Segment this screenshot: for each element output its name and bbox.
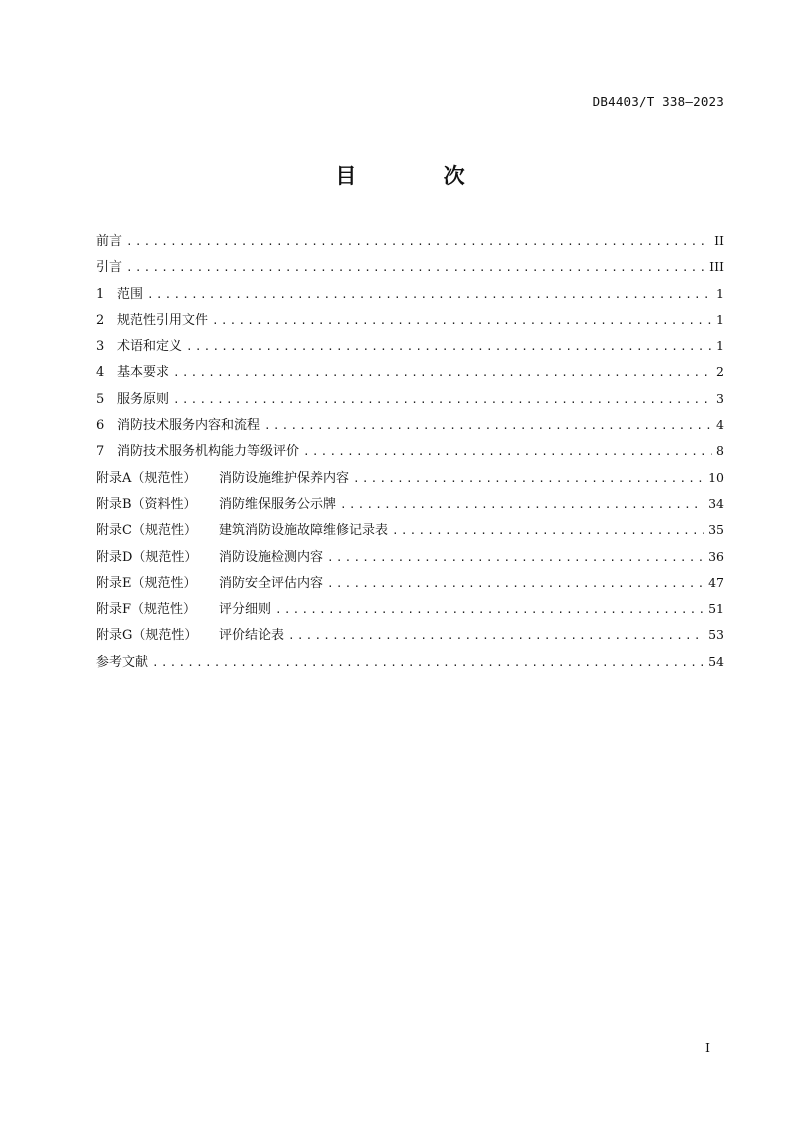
document-code: DB4403/T 338—2023 xyxy=(592,94,724,109)
toc-entry-introduction[interactable] xyxy=(96,256,724,282)
toc-leader-dots xyxy=(327,551,704,564)
toc-entry-label: 建筑消防设施故障维修记录表 xyxy=(219,523,389,539)
toc-leader-dots xyxy=(152,656,704,669)
toc-entry-page: 8 xyxy=(716,443,724,459)
toc-leader-dots xyxy=(173,366,712,379)
toc-entry-label: 消防维保服务公示牌 xyxy=(219,496,337,512)
toc-appendix-code: 附录C（规范性） xyxy=(96,523,197,539)
toc-entry-label: 消防安全评估内容 xyxy=(219,575,324,591)
toc-entry-number: 3 xyxy=(96,339,105,355)
toc-entry-number: 2 xyxy=(96,312,105,328)
toc-entry-page: 36 xyxy=(708,548,724,564)
toc-leader-dots xyxy=(212,314,712,327)
toc-leader-dots xyxy=(173,393,712,406)
toc-entry-basic-requirements[interactable] xyxy=(96,361,724,387)
toc-leader-dots xyxy=(275,603,704,616)
toc-entry-label: 评价结论表 xyxy=(219,628,285,644)
toc-entry-label: 评分细则 xyxy=(219,602,272,618)
toc-entry-page: 10 xyxy=(708,469,724,485)
toc-entry-appendix-f[interactable] xyxy=(96,598,724,624)
toc-entry-label: 消防设施维护保养内容 xyxy=(219,470,350,486)
toc-appendix-code: 附录E（规范性） xyxy=(96,575,197,591)
toc-entry-appendix-d[interactable] xyxy=(96,546,724,572)
toc-entry-normative-references[interactable] xyxy=(96,309,724,335)
toc-leader-dots xyxy=(264,419,712,432)
toc-leader-dots xyxy=(147,288,712,301)
toc-leader-dots xyxy=(186,340,712,353)
toc-leader-dots xyxy=(126,261,705,274)
toc-entry-page: 53 xyxy=(708,627,724,643)
toc-entry-page: III xyxy=(709,259,724,275)
table-of-contents xyxy=(96,230,724,677)
toc-leader-dots xyxy=(340,498,704,511)
toc-appendix-code: 附录B（资料性） xyxy=(96,496,197,512)
toc-entry-label: 规范性引用文件 xyxy=(117,312,209,328)
toc-entry-page: II xyxy=(714,233,724,248)
toc-appendix-code: 附录D（规范性） xyxy=(96,549,198,565)
toc-leader-dots xyxy=(126,235,710,248)
toc-entry-label: 范围 xyxy=(117,286,144,302)
toc-entry-page: 34 xyxy=(708,495,724,511)
toc-entry-page: 4 xyxy=(716,417,724,433)
toc-entry-scope[interactable] xyxy=(96,283,724,309)
toc-entry-service-content-process[interactable] xyxy=(96,414,724,440)
toc-entry-label: 服务原则 xyxy=(117,391,170,407)
toc-entry-label: 参考文献 xyxy=(96,654,149,670)
toc-entry-label: 消防技术服务机构能力等级评价 xyxy=(117,444,300,460)
toc-entry-page: 1 xyxy=(716,338,724,354)
toc-leader-dots xyxy=(288,629,704,642)
toc-entry-number: 1 xyxy=(96,286,105,302)
toc-entry-capability-evaluation[interactable] xyxy=(96,440,724,466)
toc-entry-label: 引言 xyxy=(96,260,123,276)
toc-entry-page: 1 xyxy=(716,285,724,301)
toc-appendix-code: 附录A（规范性） xyxy=(96,470,197,486)
toc-entry-page: 2 xyxy=(716,364,724,380)
toc-leader-dots xyxy=(303,445,712,458)
toc-entry-appendix-c[interactable] xyxy=(96,519,724,545)
toc-entry-label: 消防设施检测内容 xyxy=(219,549,324,565)
toc-leader-dots xyxy=(327,577,704,590)
toc-entry-terms-definitions[interactable] xyxy=(96,335,724,361)
page-title: 目 次 xyxy=(335,164,505,188)
toc-entry-number: 7 xyxy=(96,444,105,460)
page-number: I xyxy=(705,1040,710,1055)
toc-entry-foreword[interactable] xyxy=(96,230,724,256)
toc-entry-service-principles[interactable] xyxy=(96,388,724,414)
toc-entry-references[interactable] xyxy=(96,651,724,677)
toc-entry-page: 1 xyxy=(716,311,724,327)
toc-entry-appendix-g[interactable] xyxy=(96,624,724,650)
toc-entry-page: 35 xyxy=(708,522,724,538)
toc-leader-dots xyxy=(392,524,704,537)
toc-entry-label: 前言 xyxy=(96,234,123,249)
toc-appendix-code: 附录F（规范性） xyxy=(96,602,197,618)
toc-entry-page: 47 xyxy=(708,574,724,590)
toc-entry-label: 基本要求 xyxy=(117,365,170,381)
toc-entry-number: 4 xyxy=(96,365,105,381)
toc-entry-page: 54 xyxy=(708,653,724,669)
toc-entry-appendix-e[interactable] xyxy=(96,572,724,598)
toc-entry-page: 3 xyxy=(716,390,724,406)
toc-leader-dots xyxy=(353,472,704,485)
toc-entry-appendix-a[interactable] xyxy=(96,467,724,493)
toc-entry-appendix-b[interactable] xyxy=(96,493,724,519)
toc-entry-label: 术语和定义 xyxy=(117,339,183,355)
toc-appendix-code: 附录G（规范性） xyxy=(96,628,198,644)
toc-entry-page: 51 xyxy=(708,601,724,617)
toc-entry-number: 6 xyxy=(96,418,105,434)
toc-entry-number: 5 xyxy=(96,391,105,407)
toc-entry-label: 消防技术服务内容和流程 xyxy=(117,418,261,434)
